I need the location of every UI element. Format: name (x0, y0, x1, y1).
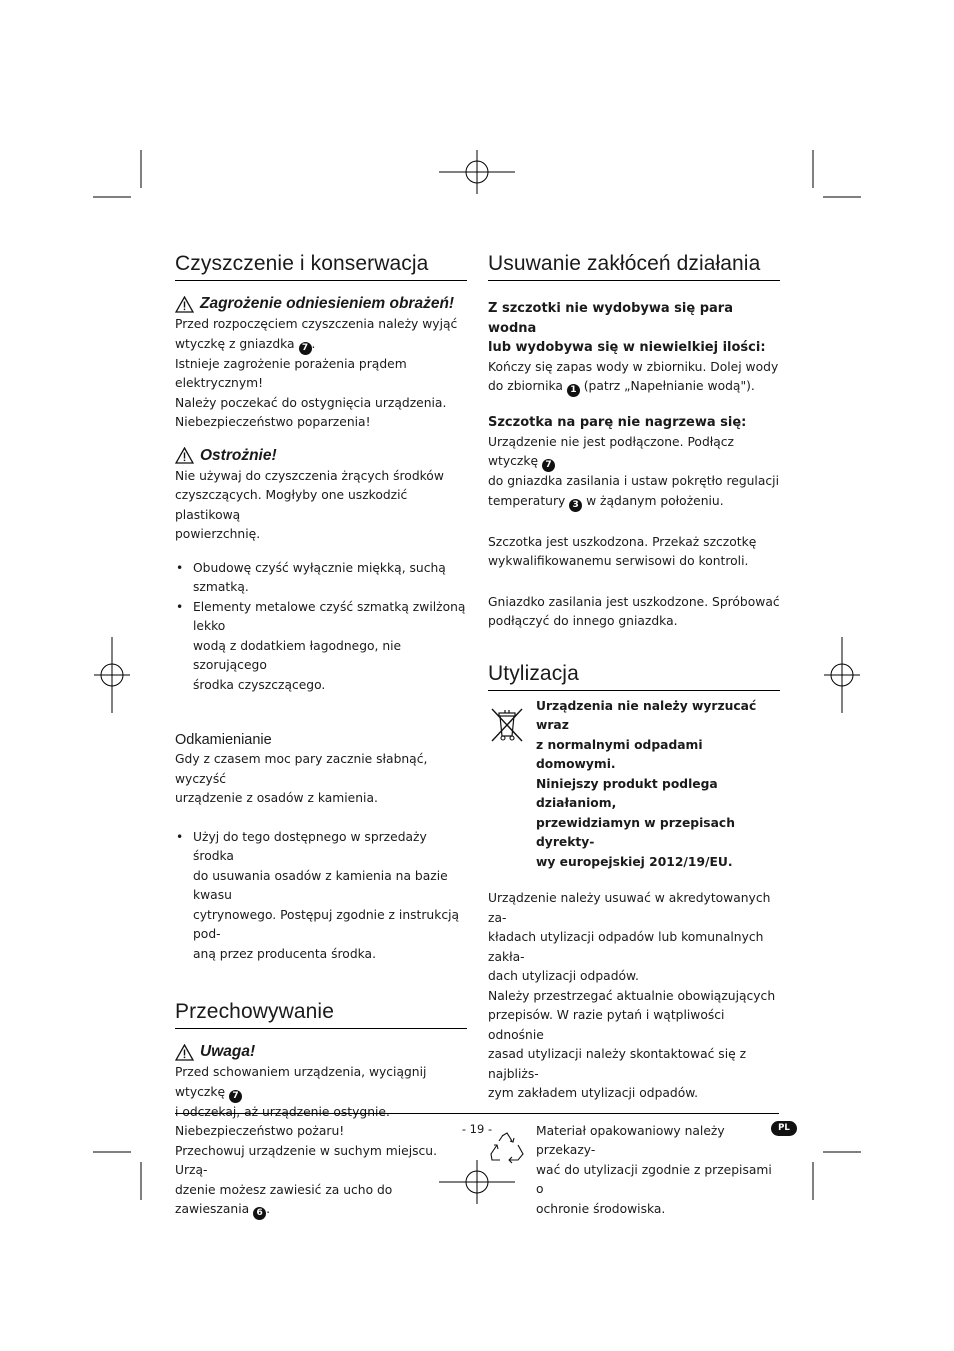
page-number: - 19 - (461, 1122, 493, 1136)
text-line: aną przez producenta środka. (193, 946, 376, 961)
text-line: ochronie środowiska. (536, 1201, 666, 1216)
part-number-badge: 3 (569, 499, 582, 512)
text-line (488, 492, 780, 512)
packaging-notice (488, 1122, 780, 1220)
text-line: Urządzenia nie należy wyrzucać wraz (536, 698, 757, 732)
problem-title: lub wydobywa się w niewielkiej ilości: (488, 340, 766, 355)
section-title-cleaning: Czyszczenie i konserwacja (175, 252, 467, 281)
list-item (175, 559, 467, 598)
text-segment: dzenie możesz zawiesić za ucho do zawieszania (175, 1182, 393, 1216)
warning-title: Uwaga! (200, 1043, 256, 1060)
list-item (175, 828, 467, 965)
part-number-badge: 7 (542, 459, 555, 472)
warning-caution (175, 447, 467, 465)
warning-attention (175, 1043, 467, 1061)
warning-triangle-icon (175, 296, 194, 313)
text-line: Urządzenie należy usuwać w akredytowanych za- (488, 891, 771, 925)
text-line: przewidziamyn w przepisach dyrekty- (536, 815, 735, 849)
text-segment: do zbiornika (488, 379, 567, 393)
part-number-badge: 6 (253, 1207, 266, 1220)
text-line: Elementy metalowe czyść szmatką zwilżoną lekko (193, 599, 466, 633)
text-line: urządzenie z osadów z kamienia. (175, 791, 378, 805)
section-title-troubleshooting: Usuwanie zakłóceń działania (488, 252, 780, 281)
text-line: Szczotka jest uszkodzona. Przekaż szczotkę (488, 534, 757, 549)
text-segment: temperatury (488, 493, 570, 508)
text-line (175, 335, 467, 355)
text-segment: (patrz „Napełnianie wodą"). (579, 379, 755, 393)
weee-text (536, 697, 780, 873)
text-line: Niebezpieczeństwo poparzenia! (175, 415, 371, 429)
text-line: cytrynowego. Postępuj zgodnie z instrukcją pod- (193, 907, 460, 941)
text-line: przepisów. W razie pytań i wątpliwości odnośnie (488, 1008, 725, 1042)
text-line: zasad utylizacji należy skontaktować się z najbliżs- (488, 1047, 747, 1081)
text-line: dach utylizacji odpadów. (488, 969, 639, 983)
part-number-badge: 7 (299, 342, 312, 355)
text-line: Użyj do tego dostępnego w sprzedaży środka (193, 829, 427, 863)
text-line: Gdy z czasem moc pary zacznie słabnąć, wyczyść (175, 752, 428, 786)
text-line: do gniazdka zasilania i ustaw pokrętło regulacji (488, 474, 779, 488)
text-segment: Przed schowaniem urządzenia, wyciągnij wtyczkę (175, 1065, 427, 1099)
subsection-title-descaling: Odkamienianie (175, 732, 272, 748)
text-line: czyszczących. Mogłyby one uszkodzić plastikową (175, 488, 408, 522)
crossed-bin-icon (488, 705, 526, 745)
text-line: i odczekaj, aż urządzenie ostygnie. (175, 1104, 390, 1119)
text-line: Nie używaj do czyszczenia żrących środków (175, 468, 444, 483)
text-line: powierzchnię. (175, 527, 261, 541)
text-line: Przechowuj urządzenie w suchym miejscu. Urzą- (175, 1143, 438, 1177)
left-column (175, 252, 467, 1220)
cleaning-bullets (175, 559, 467, 696)
text-line: Niniejszy produkt podlega działaniom, (536, 776, 718, 810)
text-line: wodą z dodatkiem łagodnego, nie szorującego (193, 638, 402, 672)
list-item (175, 598, 467, 696)
text-line: Gniazdko zasilania jest uszkodzone. Spróbować (488, 594, 780, 609)
text-line: Przed rozpoczęciem czyszczenia należy wyjąć (175, 317, 458, 331)
descaling-bullets (175, 828, 467, 965)
text-segment: . (311, 336, 316, 351)
problem-title: Z szczotki nie wydobywa się para wodna (488, 301, 733, 336)
warning-triangle-icon (175, 1044, 194, 1061)
part-number-badge: 1 (567, 384, 580, 397)
text-segment: . (266, 1202, 271, 1216)
section-title-disposal: Utylizacja (488, 662, 780, 691)
text-line (175, 1063, 467, 1103)
text-line (488, 377, 780, 397)
right-column (488, 252, 780, 1219)
text-line: Należy poczekać do ostygnięcia urządzenia. (175, 395, 447, 410)
text-line: podłączyć do innego gniazdka. (488, 614, 678, 628)
section-title-storage: Przechowywanie (175, 1000, 467, 1029)
text-line: z normalnymi odpadami domowymi. (536, 737, 703, 771)
footer-rule (175, 1113, 779, 1114)
text-line: Należy przestrzegać aktualnie obowiązujących (488, 988, 776, 1003)
warning-title: Zagrożenie odniesieniem obrażeń! (200, 295, 455, 312)
warning-injury (175, 295, 467, 313)
text-line: do usuwania osadów z kamienia na bazie kwasu (193, 868, 448, 902)
text-line: Obudowę czyść wyłącznie miękką, suchą szmatką. (193, 560, 446, 594)
text-line: kładach utylizacji odpadów lub komunalnych zakła- (488, 930, 764, 964)
language-badge: PL (771, 1121, 797, 1136)
text-line: wy europejskiej 2012/19/EU. (536, 854, 733, 869)
text-segment: Urządzenie nie jest podłączone. Podłącz wtyczkę (488, 434, 734, 468)
text-line (488, 433, 780, 473)
problem-title: Szczotka na parę nie nagrzewa się: (488, 415, 747, 430)
text-line: środka czyszczącego. (193, 677, 326, 692)
packaging-text (536, 1122, 780, 1220)
warning-triangle-icon (175, 447, 194, 464)
text-line: Niebezpieczeństwo pożaru! (175, 1124, 345, 1138)
text-line (175, 1181, 467, 1221)
weee-notice (488, 697, 780, 873)
text-segment: wtyczkę z gniazdka (175, 336, 299, 351)
text-line: Kończy się zapas wody w zbiorniku. Dolej wody (488, 359, 779, 374)
text-line: wykwalifikowanemu serwisowi do kontroli. (488, 554, 749, 568)
text-line: wać do utylizacji zgodnie z przepisami o (536, 1162, 772, 1196)
text-line: zym zakładem utylizacji odpadów. (488, 1086, 699, 1100)
text-segment: w żądanym położeniu. (582, 493, 724, 508)
warning-title: Ostrożnie! (200, 446, 277, 464)
text-line: Materiał opakowaniowy należy przekazy- (536, 1123, 725, 1157)
text-line: Istnieje zagrożenie porażenia prądem elektrycznym! (175, 356, 407, 390)
part-number-badge: 7 (229, 1090, 242, 1103)
